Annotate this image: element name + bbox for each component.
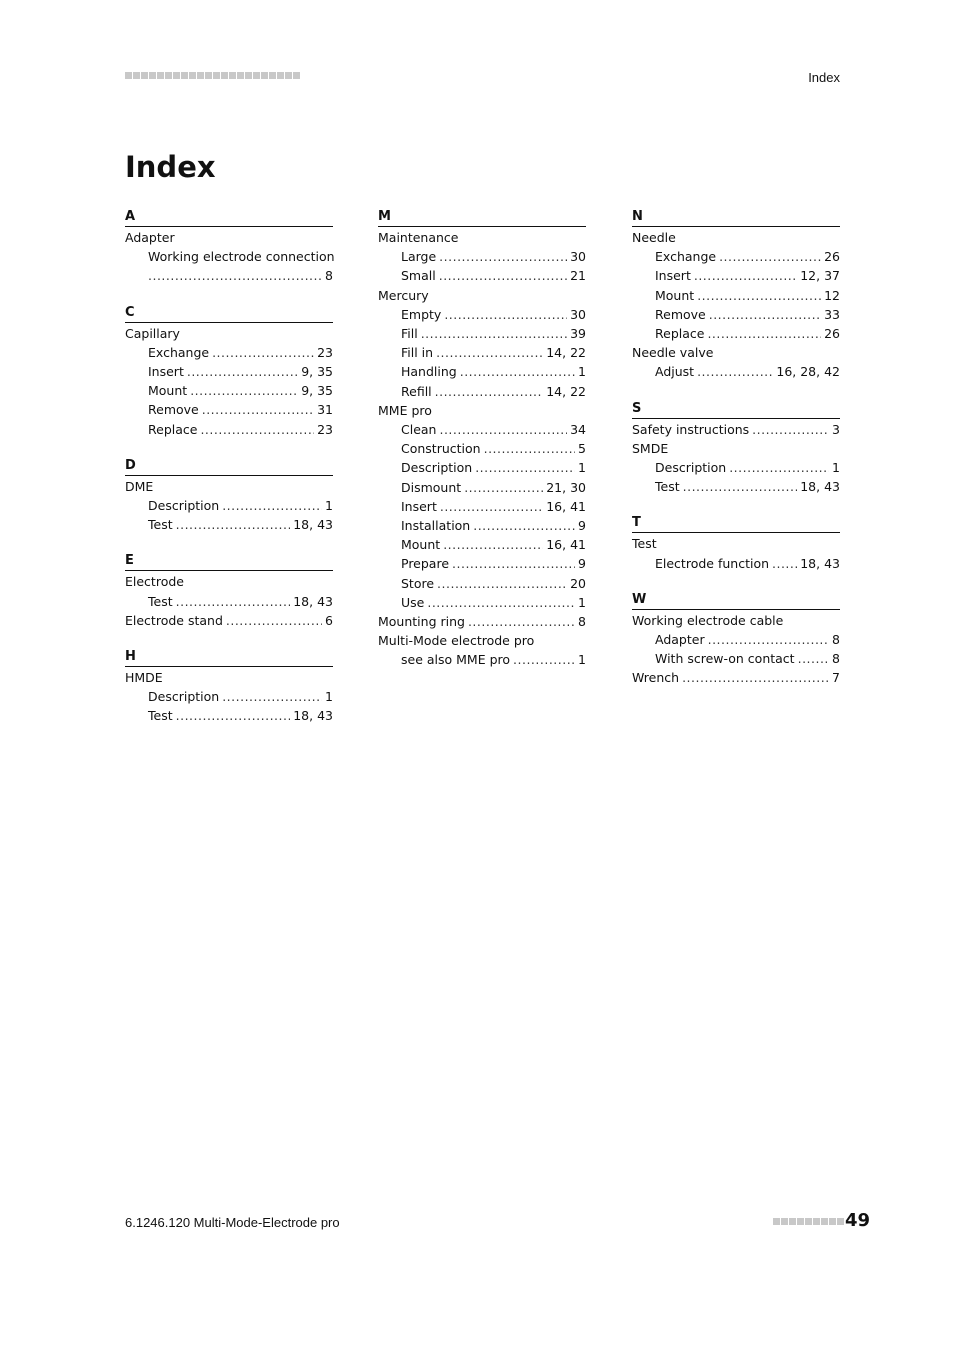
index-entry xyxy=(378,439,586,458)
dot-leader xyxy=(460,362,575,381)
index-entry xyxy=(125,572,333,591)
section-letter: E xyxy=(125,553,333,571)
dot-leader xyxy=(202,400,314,419)
entry-pages: 8 xyxy=(832,651,840,667)
index-entry xyxy=(632,343,840,362)
index-entry xyxy=(378,535,586,554)
entry-term: Maintenance xyxy=(378,230,459,245)
entry-term: Large xyxy=(401,249,437,265)
index-entry xyxy=(378,497,586,516)
entry-pages: 1 xyxy=(578,594,586,610)
entry-pages: 16, 41 xyxy=(546,498,586,514)
entry-term: Mounting ring xyxy=(378,614,465,630)
entry-term: Handling xyxy=(401,364,457,380)
index-entry xyxy=(378,228,586,247)
entry-pages: 31 xyxy=(317,402,333,418)
entry-pages: 8 xyxy=(832,632,840,648)
entry-term: Construction xyxy=(401,441,481,457)
index-entry xyxy=(632,305,840,324)
entry-term: Mount xyxy=(401,537,441,553)
entry-term: Remove xyxy=(148,402,199,418)
index-column-1 xyxy=(125,209,333,745)
dot-leader xyxy=(440,497,543,516)
entry-term: Fill xyxy=(401,326,418,342)
entry-term: Multi-Mode electrode pro xyxy=(378,633,535,649)
dot-leader xyxy=(709,305,821,324)
index-entry xyxy=(632,630,840,649)
index-entry xyxy=(378,631,586,650)
dot-leader xyxy=(226,611,322,630)
dot-leader xyxy=(468,612,575,631)
entry-term: Installation xyxy=(401,518,471,534)
entry-term: Insert xyxy=(401,498,437,514)
index-entry xyxy=(378,324,586,343)
entry-pages: 6 xyxy=(325,612,333,628)
entry-term: Test xyxy=(148,593,173,609)
index-entry xyxy=(632,668,840,687)
entry-term: Test xyxy=(632,536,657,552)
dot-leader xyxy=(464,478,543,497)
entry-term: Exchange xyxy=(655,249,717,265)
index-entry xyxy=(632,286,840,305)
entry-pages: 9, 35 xyxy=(301,364,333,380)
entry-term: Dismount xyxy=(401,479,462,495)
entry-term: Adjust xyxy=(655,364,695,380)
index-section xyxy=(632,209,840,382)
entry-pages: 8 xyxy=(325,268,333,284)
index-entry xyxy=(378,362,586,381)
index-entry xyxy=(378,516,586,535)
entry-pages: 16, 28, 42 xyxy=(776,364,840,380)
entry-pages: 18, 43 xyxy=(800,479,840,495)
index-entry xyxy=(632,324,840,343)
entry-pages: 1 xyxy=(578,652,586,668)
entry-term: MME pro xyxy=(378,402,432,418)
index-entry xyxy=(632,228,840,247)
dot-leader xyxy=(513,650,575,669)
index-entry xyxy=(125,266,333,285)
index-entry xyxy=(632,420,840,439)
index-section xyxy=(125,209,333,286)
page-number: 49 xyxy=(845,1210,871,1231)
dot-leader xyxy=(707,324,821,343)
index-entry xyxy=(378,593,586,612)
index-entry xyxy=(378,266,586,285)
entry-pages: 1 xyxy=(832,460,840,476)
dot-leader xyxy=(752,420,829,439)
entry-term: Empty xyxy=(401,306,442,322)
entry-term: Clean xyxy=(401,422,437,438)
dot-leader xyxy=(697,362,773,381)
entry-term: see also MME pro xyxy=(401,652,511,668)
entry-term: Prepare xyxy=(401,556,450,572)
index-entry xyxy=(378,286,586,305)
dot-leader xyxy=(190,381,298,400)
entry-term: Working electrode cable xyxy=(632,612,784,628)
index-entry xyxy=(632,266,840,285)
entry-term: Fill in xyxy=(401,345,434,361)
entry-pages: 1 xyxy=(325,689,333,705)
index-entry xyxy=(378,574,586,593)
entry-pages: 18, 43 xyxy=(293,517,333,533)
entry-pages: 30 xyxy=(570,306,586,322)
entry-term: Exchange xyxy=(148,344,210,360)
dot-leader xyxy=(772,554,797,573)
index-entry xyxy=(378,650,586,669)
dot-leader xyxy=(421,324,567,343)
index-entry xyxy=(632,611,840,630)
entry-pages: 18, 43 xyxy=(293,708,333,724)
entry-term: HMDE xyxy=(125,670,163,686)
entry-term: Remove xyxy=(655,306,706,322)
index-section xyxy=(632,401,840,497)
entry-pages: 23 xyxy=(317,344,333,360)
entry-term: Needle xyxy=(632,230,676,245)
entry-pages: 34 xyxy=(570,422,586,438)
entry-term: Test xyxy=(148,708,173,724)
entry-term: Mercury xyxy=(378,287,429,303)
index-section xyxy=(125,649,333,726)
entry-term: Replace xyxy=(148,421,198,437)
index-entry xyxy=(125,611,333,630)
entry-pages: 16, 41 xyxy=(546,537,586,553)
dot-leader xyxy=(473,516,575,535)
footer-document-title: 6.1246.120 Multi-Mode-Electrode pro xyxy=(125,1215,340,1230)
dot-leader xyxy=(439,247,567,266)
entry-term: Replace xyxy=(655,326,705,342)
entry-term: Use xyxy=(401,594,425,610)
index-entry xyxy=(632,649,840,668)
entry-term: Adapter xyxy=(655,632,705,648)
entry-pages: 33 xyxy=(824,306,840,322)
entry-term: Mount xyxy=(148,383,188,399)
dot-leader xyxy=(212,343,314,362)
section-letter: A xyxy=(125,209,333,227)
index-section xyxy=(632,592,840,688)
index-column-2 xyxy=(378,209,586,689)
index-section xyxy=(632,515,840,572)
entry-term: Safety instructions xyxy=(632,421,750,437)
entry-pages: 30 xyxy=(570,249,586,265)
index-entry xyxy=(125,343,333,362)
entry-pages: 1 xyxy=(325,498,333,514)
entry-term: Description xyxy=(148,498,220,514)
dot-leader xyxy=(682,668,829,687)
dot-leader xyxy=(439,420,567,439)
dot-leader xyxy=(427,593,575,612)
entry-term: Mount xyxy=(655,287,695,303)
dot-leader xyxy=(443,535,543,554)
page-title: Index xyxy=(125,150,216,184)
entry-term: Insert xyxy=(148,364,184,380)
section-letter: S xyxy=(632,401,840,419)
entry-term: SMDE xyxy=(632,440,669,456)
entry-term: Test xyxy=(655,479,680,495)
index-entry xyxy=(378,554,586,573)
entry-term: Adapter xyxy=(125,230,175,245)
index-entry xyxy=(125,381,333,400)
entry-pages: 21 xyxy=(570,268,586,284)
dot-leader xyxy=(176,592,291,611)
dot-leader xyxy=(484,439,575,458)
dot-leader xyxy=(439,266,567,285)
index-entry xyxy=(125,400,333,419)
dot-leader xyxy=(437,574,567,593)
entry-term: Electrode xyxy=(125,574,184,590)
index-entry xyxy=(125,668,333,687)
dot-leader xyxy=(475,458,575,477)
index-entry xyxy=(378,382,586,401)
section-letter: M xyxy=(378,209,586,227)
index-entry xyxy=(632,534,840,553)
dot-leader xyxy=(452,554,575,573)
index-entry xyxy=(632,362,840,381)
dot-leader xyxy=(444,305,567,324)
dot-leader xyxy=(435,382,544,401)
index-entry xyxy=(125,228,333,247)
entry-term: Store xyxy=(401,575,435,591)
index-entry xyxy=(632,439,840,458)
dot-leader xyxy=(176,515,291,534)
index-section xyxy=(125,458,333,535)
entry-pages: 9 xyxy=(578,518,586,534)
dot-leader xyxy=(200,420,314,439)
index-entry xyxy=(125,477,333,496)
entry-pages: 26 xyxy=(824,249,840,265)
entry-term: Description xyxy=(148,689,220,705)
entry-term: With screw-on contact xyxy=(655,651,795,667)
dot-leader xyxy=(694,266,797,285)
dot-leader xyxy=(697,286,821,305)
index-entry xyxy=(378,478,586,497)
entry-term: Description xyxy=(401,460,473,476)
dot-leader xyxy=(708,630,829,649)
index-entry xyxy=(125,496,333,515)
entry-term: Needle valve xyxy=(632,345,714,361)
index-entry xyxy=(125,706,333,725)
entry-pages: 23 xyxy=(317,421,333,437)
dot-leader xyxy=(187,362,298,381)
dot-leader xyxy=(148,266,322,285)
entry-term: Electrode function xyxy=(655,555,770,571)
entry-pages: 12, 37 xyxy=(800,268,840,284)
dot-leader xyxy=(176,706,291,725)
entry-pages: 39 xyxy=(570,326,586,342)
header-section-title: Index xyxy=(808,70,840,85)
entry-term: Electrode stand xyxy=(125,612,223,628)
entry-term: Test xyxy=(148,517,173,533)
dot-leader xyxy=(719,247,821,266)
index-entry xyxy=(125,592,333,611)
entry-pages: 26 xyxy=(824,326,840,342)
index-entry xyxy=(125,420,333,439)
section-letter: D xyxy=(125,458,333,476)
index-entry xyxy=(378,247,586,266)
entry-term: Small xyxy=(401,268,436,284)
entry-term: Refill xyxy=(401,383,432,399)
dot-leader xyxy=(683,477,798,496)
index-entry xyxy=(125,687,333,706)
index-entry xyxy=(125,324,333,343)
header-decoration xyxy=(125,72,300,80)
index-entry xyxy=(632,554,840,573)
footer-decoration xyxy=(773,1218,844,1225)
index-section xyxy=(125,305,333,439)
entry-pages: 12 xyxy=(824,287,840,303)
entry-term: Description xyxy=(655,460,727,476)
index-entry xyxy=(632,477,840,496)
index-section xyxy=(125,553,333,630)
entry-pages: 5 xyxy=(578,441,586,457)
index-entry xyxy=(125,515,333,534)
dot-leader xyxy=(798,649,829,668)
entry-term: Insert xyxy=(655,268,691,284)
index-entry xyxy=(632,247,840,266)
index-column-3 xyxy=(632,209,840,707)
entry-pages: 9, 35 xyxy=(301,383,333,399)
index-entry xyxy=(378,305,586,324)
index-entry xyxy=(378,343,586,362)
entry-pages: 20 xyxy=(570,575,586,591)
index-entry xyxy=(378,401,586,420)
entry-pages: 7 xyxy=(832,670,840,686)
entry-pages: 1 xyxy=(578,460,586,476)
index-entry xyxy=(378,420,586,439)
dot-leader xyxy=(222,687,322,706)
index-entry xyxy=(632,458,840,477)
section-letter: C xyxy=(125,305,333,323)
index-entry xyxy=(378,612,586,631)
entry-pages: 3 xyxy=(832,421,840,437)
index-section xyxy=(378,209,586,670)
entry-pages: 9 xyxy=(578,556,586,572)
section-letter: W xyxy=(632,592,840,610)
entry-term: Working electrode connection xyxy=(148,249,335,265)
entry-term: Capillary xyxy=(125,325,180,341)
entry-pages: 1 xyxy=(578,364,586,380)
section-letter: N xyxy=(632,209,840,227)
index-entry xyxy=(378,458,586,477)
entry-pages: 14, 22 xyxy=(546,345,586,361)
index-entry xyxy=(125,247,333,266)
dot-leader xyxy=(436,343,543,362)
dot-leader xyxy=(729,458,829,477)
section-letter: H xyxy=(125,649,333,667)
entry-term: Wrench xyxy=(632,670,680,686)
section-letter: T xyxy=(632,515,840,533)
index-entry xyxy=(125,362,333,381)
entry-pages: 21, 30 xyxy=(546,479,586,495)
entry-pages: 18, 43 xyxy=(293,593,333,609)
dot-leader xyxy=(222,496,322,515)
entry-term: DME xyxy=(125,478,154,494)
entry-pages: 8 xyxy=(578,614,586,630)
entry-pages: 14, 22 xyxy=(546,383,586,399)
entry-pages: 18, 43 xyxy=(800,555,840,571)
